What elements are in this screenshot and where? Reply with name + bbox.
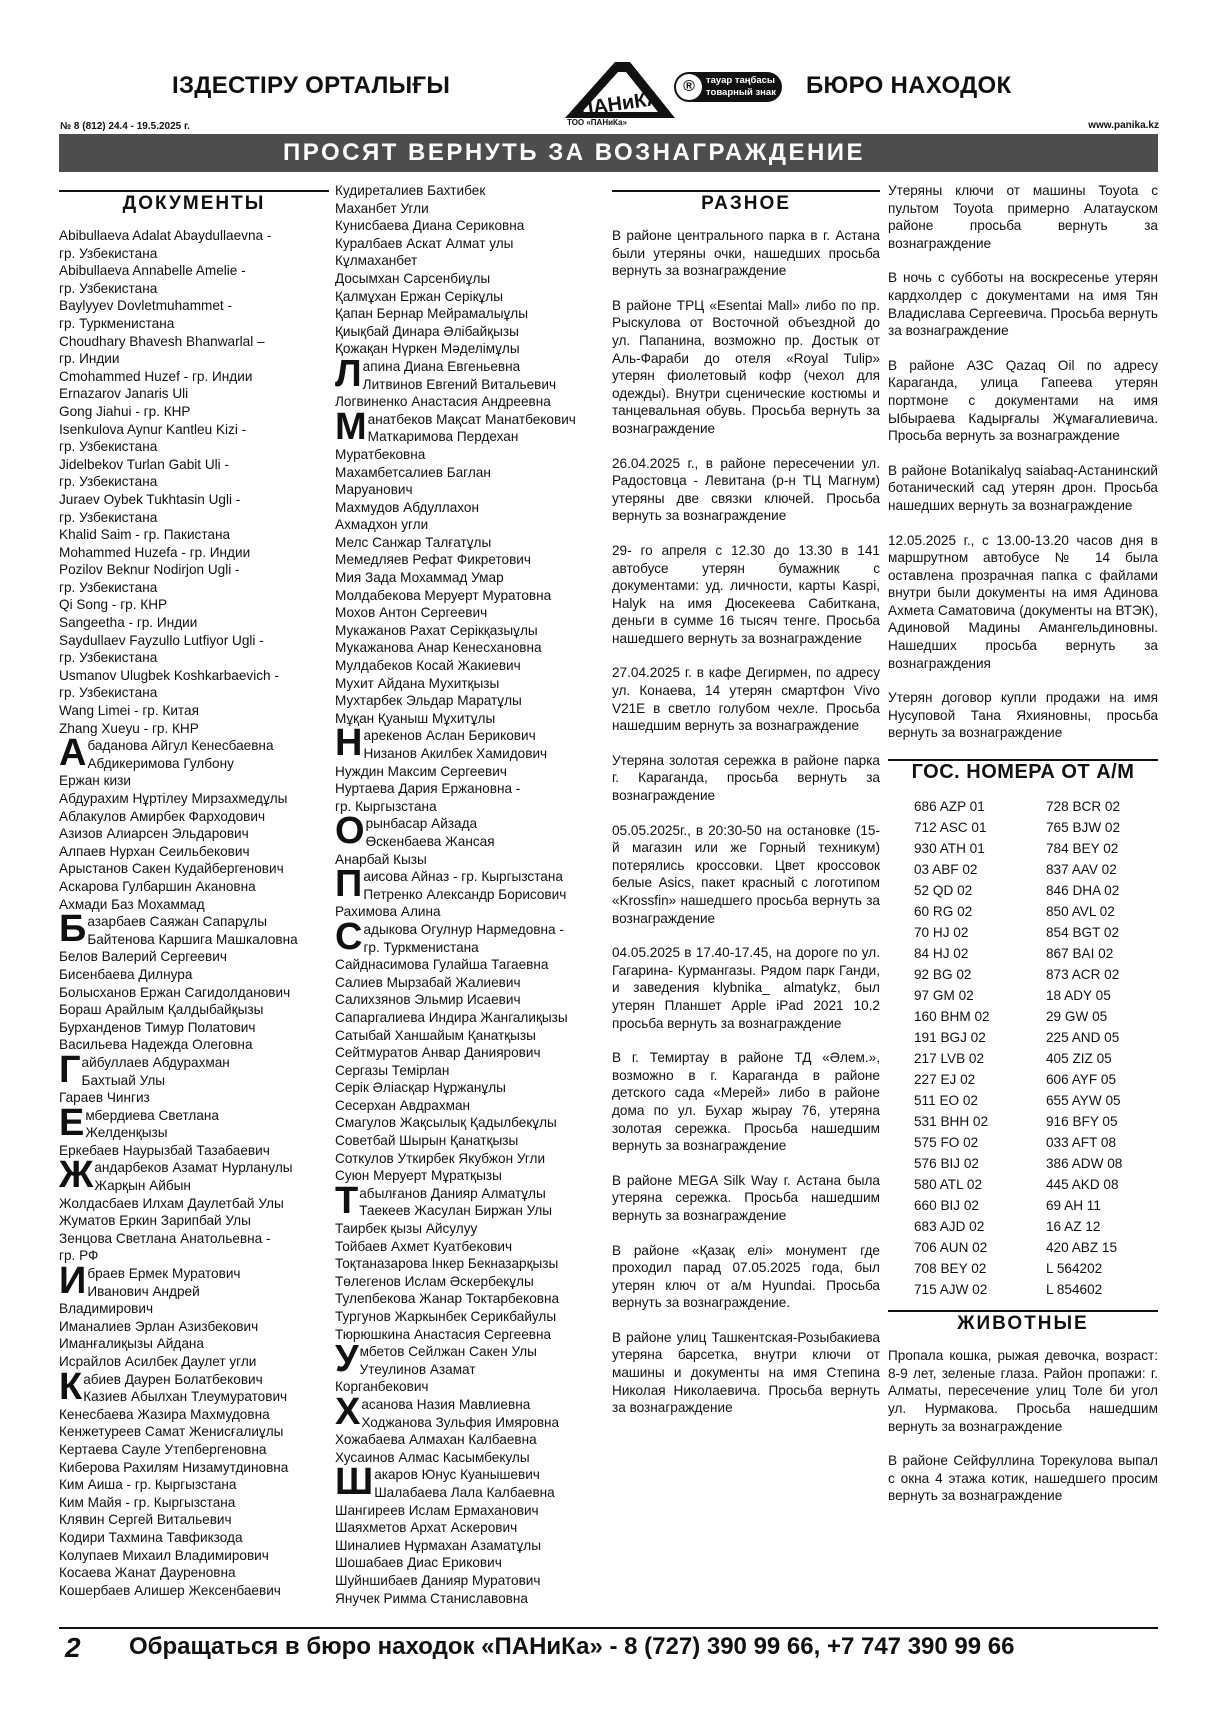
document-name-line: Мукажанов Рахат Серікқазыұлы	[335, 622, 538, 638]
document-name-line: Бурханденов Тимур Полатович	[59, 1019, 256, 1035]
document-name-line: Махамбетсалиев Баглан	[335, 464, 491, 480]
license-plate-right: 69 AH 11	[1046, 1197, 1101, 1213]
document-name-line: гр. Узбекистана	[59, 579, 158, 595]
misc-ads-list-2	[888, 182, 1158, 742]
drop-cap-letter: О	[335, 810, 365, 853]
document-name-line: Тюрюшкина Анастасия Сергеевна	[335, 1326, 552, 1342]
document-name-line: Шошабаев Диас Ерикович	[335, 1555, 502, 1571]
license-plate-right: 784 BEY 02	[1046, 841, 1119, 856]
footer-contact: Обращаться в бюро находок «ПАНиКа» - 8 (727) 390 99 66, +7 747 390 99 66	[129, 1633, 1015, 1660]
document-name-line: мбетов Сейлжан Сакен Улы	[359, 1344, 537, 1360]
lost-item-ad: В районе центрального парка в г. Астана были утеряны очки, нашедших просьба вернуть за вознаграждение	[612, 228, 880, 279]
document-name-line: Тургунов Жаркынбек Серикбайулы	[335, 1309, 557, 1324]
document-name-line: Салихзянов Эльмир Исаевич	[335, 992, 521, 1008]
documents-continued-list	[335, 182, 600, 358]
document-name-line: гр. Узбекистана	[59, 439, 158, 455]
document-name-line: анатбеков Мақсат Манатбекович	[367, 411, 576, 427]
license-plate-right: 854 BGT 02	[1046, 924, 1120, 940]
document-name-line: Pozilov Beknur Nodirjon Ugli -	[59, 562, 240, 578]
document-name-line: Серік Әліасқар Нұржанұлы	[335, 1080, 506, 1096]
drop-cap-letter: Л	[335, 352, 362, 395]
letter-group	[335, 863, 600, 906]
document-name-line: Abibullaeva Adalat Abaydullaevna -	[59, 228, 272, 243]
license-plate-right: 728 BCR 02	[1046, 799, 1121, 815]
license-plate-left: 511 EO 02	[914, 1092, 978, 1108]
document-name-line: Қиықбай Динара Әлібайқызы	[335, 323, 519, 339]
document-name-line: Қожақан Нүркен Мәделімұлы	[335, 341, 520, 357]
lost-item-ad: Пропала кошка, рыжая девочка, возраст: 8-9 лет, зеленые глаза. Район пропажи: г. Алматы, пересечение улиц Толе би угол ул. Нурмакова. Просьба нашедшим вернуть за вознаграждение	[888, 1348, 1158, 1434]
document-name-line: Петренко Александр Борисович	[363, 886, 567, 902]
document-name-line: гр. Туркменистана	[59, 315, 175, 331]
license-plate-left: 531 BHH 02	[914, 1113, 989, 1129]
document-name-line: Қапан Бернар Мейрамалыұлы	[335, 306, 528, 322]
drop-cap-letter: У	[335, 1338, 359, 1381]
license-plate-left: 576 BIJ 02	[914, 1155, 979, 1171]
lost-item-ad: В районе Сейфуллина Торекулова выпал с окна 4 этажа котик, нашедшего просим вернуть за вознаграждение	[888, 1453, 1158, 1504]
document-name-line: Махмудов Абдуллахон	[335, 499, 479, 515]
document-name-line: Желденқызы	[85, 1125, 168, 1141]
license-plate-right: 765 BJW 02	[1046, 820, 1121, 836]
license-plate-left: 60 RG 02	[914, 903, 973, 919]
letter-group	[335, 810, 600, 853]
document-name-line: Тулепбекова Жанар Токтарбековна	[335, 1291, 560, 1307]
document-name-line: Isenkulova Aynur Kantleu Kizi -	[59, 421, 247, 437]
plates-grid	[888, 798, 1158, 1298]
document-name-line: Mohammed Huzefa - гр. Индии	[59, 544, 251, 560]
document-name-line: Кодири Тахмина Тавфикзода	[59, 1529, 243, 1545]
lost-item-ad: В районе ТРЦ «Esentai Mall» либо по пр. Рыскулова от Восточной объездной до ул. Папанина, возможно пр. Достык от Аль-Фараби до отеля «Royal Tulip» утерян фиолетовый кофр (чехол для одежды). Внутри сценические костюмы и танцевальная обувь. Просьба вернуть за вознаграждение	[612, 297, 880, 436]
document-name-line: Baylyyev Dovletmuhammet -	[59, 298, 232, 314]
document-name-line: Таекеев Жасулан Биржан Улы	[359, 1203, 553, 1219]
drop-cap-letter: Н	[335, 722, 363, 765]
animals-ads-list	[888, 1347, 1158, 1505]
license-plate-right: 405 ZIZ 05	[1046, 1050, 1112, 1066]
document-name-line: баданова Айгул Кенесбаевна	[87, 738, 274, 754]
letter-group	[59, 908, 329, 951]
document-name-line: Нуждин Максим Сергеевич	[335, 763, 507, 779]
document-name-line: Өскенбаева Жансая	[365, 833, 495, 849]
registered-icon: ®	[676, 74, 702, 100]
document-name-line: Ким Майя - гр. Кыргызстана	[59, 1494, 236, 1510]
document-name-line: Кертаева Сауле Утепбергеновна	[59, 1441, 267, 1457]
document-name-line: Khalid Saim - гр. Пакистана	[59, 527, 231, 543]
document-name-line: Жарқын Айбын	[94, 1178, 191, 1194]
documents-column-2	[335, 182, 600, 1607]
license-plate-right: 916 BFY 05	[1046, 1113, 1118, 1129]
drop-cap-letter: Б	[59, 908, 87, 951]
drop-cap-letter: Ш	[335, 1461, 374, 1504]
document-name-line: Маруанович	[335, 482, 413, 498]
letter-group	[335, 1179, 600, 1222]
document-name-line: Бораш Арайлым Қалдыбайқызы	[59, 1002, 264, 1018]
letter-group	[335, 915, 600, 958]
drop-cap-letter: К	[59, 1365, 83, 1408]
license-plate-left: 712 ASC 01	[914, 820, 987, 836]
logo-caption: ТОО «ПАНиКа»	[567, 118, 627, 127]
document-name-line: Төлегенов Ислам Әскербекұлы	[335, 1273, 534, 1289]
letter-group	[59, 1101, 329, 1144]
license-plate-right: 18 ADY 05	[1046, 987, 1111, 1003]
document-name-line: Мелс Санжар Талғатұлы	[335, 534, 492, 550]
document-name-line: Арыстанов Сакен Кудайбергенович	[59, 861, 284, 877]
license-plate-left: 683 AJD 02	[914, 1218, 985, 1234]
documents-cyrillic-list	[59, 732, 329, 1599]
document-name-line: Мия Зада Мохаммад Умар	[335, 570, 504, 586]
license-plate-left: 84 HJ 02	[914, 945, 969, 961]
document-name-line: гр. Узбекистана	[59, 245, 158, 261]
license-plate-left: 97 GM 02	[914, 987, 974, 1003]
document-name-line: Мукажанова Анар Кенесхановна	[335, 640, 542, 656]
document-name-line: Сатыбай Ханшайым Қанатқызы	[335, 1027, 536, 1043]
document-name-line: Ким Аиша - гр. Кыргызстана	[59, 1477, 237, 1493]
misc-ads-list	[612, 227, 880, 1417]
lost-item-ad: 26.04.2025 г., в районе пересечении ул. Радостовца - Левитана (р-н ТЦ Магнум) утеряны две связки ключей. Просьба вернуть за вознаграждение	[612, 455, 880, 524]
drop-cap-letter: Ж	[59, 1154, 94, 1197]
document-name-line: Гараев Чингиз	[59, 1090, 150, 1106]
license-plate-left: 227 EJ 02	[914, 1071, 976, 1087]
lost-item-ad: 29- го апреля с 12.30 до 13.30 в 141 автобусе утерян бумажник с документами: уд. личности, карты Kaspi, Halyk на имя Дюсекеева Сабиткана, деньги в сумме 16 тысяч тенге. Просьба нашедшего вернуть за вознаграждение	[612, 542, 880, 646]
document-name-line: Zhang Xueyu - гр. КНР	[59, 720, 199, 736]
document-name-line: Куралбаев Аскат Алмат улы	[335, 235, 514, 251]
license-plate-right: 837 AAV 02	[1046, 861, 1117, 877]
license-plate-left: 03 ABF 02	[914, 861, 978, 877]
document-name-line: Usmanov Ulugbek Koshkarbaevich -	[59, 667, 279, 683]
lost-item-ad: Утерян договор купли продажи на имя Нусуповой Тана Яхияновны, просьба вернуть за вознаграждение	[888, 690, 1158, 741]
letter-group	[335, 405, 600, 448]
license-plate-right: 850 AVL 02	[1046, 903, 1115, 919]
document-name-line: Соткулов Уткирбек Якубжон Угли	[335, 1150, 546, 1166]
document-name-line: Низанов Акилбек Хамидович	[363, 746, 548, 761]
lost-item-ad: В районе АЗС Qazaq Oil по адресу Караганда, улица Гапеева утерян портмоне с документами на имя Ыбыраева Кадырғалы Жұмағалиевича. Просьба вернуть за вознаграждение	[888, 357, 1158, 444]
document-name-line: Казиев Абылхан Тлеумуратович	[83, 1389, 288, 1405]
document-name-line: Sangeetha - гр. Индии	[59, 615, 198, 631]
letter-group	[59, 1154, 329, 1197]
lost-item-ad: 12.05.2025 г., с 13.00-13.20 часов дня в маршрутном автобусе № 14 была оставлена прозрачная папка с файлами внутри были документы на имя Адинова Ахмета Саматовича (документы на ВТЭК), Адиновой Мадины Амангельдиновны. Нашедших просьба вернуть за вознаграждения	[888, 532, 1158, 671]
document-name-line: Мемедляев Рефат Фикретович	[335, 552, 531, 568]
document-name-line: гр. Узбекистана	[59, 685, 158, 701]
drop-cap-letter: Г	[59, 1048, 81, 1091]
document-name-line: Тоқтаназарова Інкер Бекназарқызы	[335, 1256, 559, 1272]
lost-item-ad: В районе улиц Ташкентская-Розыбакиева утеряна барсетка, внутри ключи от машины и документы на имя Степина Николая Николаевича. Просьба вернуть за вознаграждение	[612, 1329, 880, 1416]
document-name-line: Шиналиев Нұрмахан Азаматұлы	[335, 1537, 541, 1553]
document-name-line: Jidelbekov Turlan Gabit Uli -	[59, 456, 229, 472]
document-name-line: Ахмадхон угли	[335, 517, 429, 533]
document-name-line: Смагулов Жақсылық Қадылбекұлы	[335, 1115, 557, 1131]
license-plate-left: 70 HJ 02	[914, 924, 969, 940]
license-plate-right: 846 DHA 02	[1046, 882, 1120, 898]
lost-item-ad: 27.04.2025 г. в кафе Дегирмен, по адресу ул. Конаева, 14 утерян смартфон Vivo V21E в светло голубом чехле. Просьба нашедшим вернуть за вознаграждение	[612, 665, 880, 734]
document-name-line: азарбаев Саяжан Сапарұлы	[87, 914, 268, 930]
license-plate-right: 386 ADW 08	[1046, 1155, 1123, 1171]
document-name-line: Абдурахим Нұртілеу Мирзахмедұлы	[59, 791, 288, 806]
document-name-line: Логвиненко Анастасия Андреевна	[335, 394, 551, 410]
lost-item-ad: Утеряны ключи от машины Toyota с пультом Toyota примерно Алатауском районе просьба вернуть за вознаграждение	[888, 183, 1158, 251]
document-name-line: абылғанов Данияр Алматұлы	[359, 1185, 546, 1201]
license-plate-left: 580 ATL 02	[914, 1176, 983, 1192]
letter-group	[335, 1390, 600, 1433]
document-name-line: Салиев Мырзабай Жалиевич	[335, 974, 521, 990]
document-name-line: гр. Индии	[59, 351, 120, 367]
document-name-line: Шангиреев Ислам Ермаханович	[335, 1502, 539, 1518]
document-name-line: Колупаев Михаил Владимирович	[59, 1547, 269, 1563]
trademark-line-kz: тауар таңбасы	[706, 75, 776, 86]
document-name-line: андарбеков Азамат Нурланулы	[94, 1160, 293, 1176]
issue-info: № 8 (812) 24.4 - 19.5.2025 г.	[60, 121, 190, 132]
license-plate-right: 033 AFT 08	[1046, 1134, 1117, 1150]
document-name-line: Ахмади Баз Мохаммад	[59, 896, 205, 912]
plates-heading: ГОС. НОМЕРА ОТ А/М	[888, 759, 1158, 792]
document-name-line: Белов Валерий Сергеевич	[59, 949, 227, 965]
document-name-line: Ernazarov Janaris Uli	[59, 386, 189, 402]
license-plate-right: 606 AYF 05	[1046, 1071, 1117, 1087]
document-name-line: Маткаримова Пердехан	[367, 429, 519, 445]
letter-group	[335, 1461, 600, 1504]
document-name-line: Советбай Шырын Қанатқызы	[335, 1133, 519, 1149]
logo-text: ПАНиКА	[577, 87, 663, 121]
license-plate-left: 660 BIJ 02	[914, 1197, 979, 1213]
document-name-line: акаров Юнус Куанышевич	[374, 1467, 540, 1483]
document-name-line: гр. Узбекистана	[59, 509, 158, 525]
license-plate-right: L 564202	[1046, 1260, 1103, 1276]
document-name-line: Азизов Алиарсен Эльдарович	[59, 826, 249, 842]
document-name-line: гр. Кыргызстана	[335, 798, 437, 814]
document-name-line: Исрайлов Асилбек Даулет угли	[59, 1354, 257, 1369]
document-name-line: Утеулинов Азамат	[359, 1361, 476, 1377]
document-name-line: Рахимова Алина	[335, 904, 441, 920]
document-name-line: Корганбекович	[335, 1379, 429, 1395]
document-name-line: Сейтмуратов Анвар Даниярович	[335, 1045, 541, 1061]
drop-cap-letter: М	[335, 405, 367, 448]
license-plate-right: 445 AKD 08	[1046, 1176, 1119, 1192]
lost-item-ad: 05.05.2025г., в 20:30-50 на остановке (15-й магазин или же Горный техникум) потерялись кроссовки. Цвет кроссовок белые Asics, пакет красный с логотипом «Krossfin» нашедшего просьба вернуть за вознаграждение	[612, 822, 880, 926]
document-name-line: асанова Назия Мавлиевна	[361, 1396, 531, 1412]
misc-heading: РАЗНОЕ	[612, 190, 880, 223]
document-name-line: арекенов Аслан Берикович	[363, 728, 536, 744]
document-name-line: аисова Айназ - гр. Кыргызстана	[363, 869, 563, 885]
document-name-line: Таирбек қызы Айсулуу	[335, 1221, 478, 1237]
document-name-line: Нуртаева Дария Ержановна -	[335, 781, 521, 797]
license-plate-left: 92 BG 02	[914, 966, 972, 982]
document-name-line: браев Ермек Муратович	[87, 1266, 241, 1282]
document-name-line: Владимирович	[59, 1301, 154, 1317]
document-name-line: Кунисбаева Диана Сериковна	[335, 218, 525, 234]
page-number: 2	[65, 1632, 81, 1663]
misc-plates-animals-column	[888, 182, 1158, 1522]
document-name-line: Кошербаев Алишер Жексенбаевич	[59, 1582, 281, 1598]
document-name-line: Мұқан Қуаныш Мұхитұлы	[335, 710, 496, 726]
document-name-line: Saydullaev Fayzullo Lutfiyor Ugli -	[59, 632, 264, 648]
document-name-line: Молдабекова Меруерт Муратовна	[335, 587, 552, 603]
lost-item-ad: 04.05.2025 в 17.40-17.45, на дороге по ул. Гагарина- Курмангазы. Рядом парк Ганди, и заведения klybnika_ almatykz, был утерян Планшет Apple iPad 2021 10.2 просьба вернуть за вознаграждение	[612, 945, 880, 1031]
document-name-line: Еркебаев Наурызбай Тазабаевич	[59, 1142, 270, 1158]
document-name-line: Кудиреталиев Бахтибек	[335, 183, 486, 198]
misc-column	[612, 190, 880, 1434]
document-name-line: апина Диана Евгеньевна	[362, 358, 521, 374]
document-name-line: Хожабаева Алмахан Калбаевна	[335, 1432, 537, 1448]
document-name-line: Жолдасбаев Илхам Даулетбай Улы	[59, 1195, 284, 1211]
letter-group	[59, 1365, 329, 1408]
document-name-line: гр. Узбекистана	[59, 280, 158, 296]
document-name-line: Сесерхан Авдрахман	[335, 1097, 471, 1113]
document-name-line: Тойбаев Ахмет Куатбекович	[335, 1238, 513, 1254]
document-name-line: Ержан кизи	[59, 773, 131, 789]
documents-column-1	[59, 190, 329, 1599]
document-name-line: Ходжанова Зульфия Имяровна	[361, 1414, 560, 1430]
document-name-line: абиев Даурен Болатбекович	[83, 1371, 263, 1387]
document-name-line: Gong Jiahui - гр. КНР	[59, 403, 191, 419]
lost-item-ad: В районе Botanikalyq saiabaq-Астанинский ботанический сад утерян дрон. Просьба нашедших вернуть за вознаграждение	[888, 462, 1158, 513]
letter-group	[335, 722, 600, 765]
document-name-line: Juraev Oybek Tukhtasin Ugli -	[59, 491, 241, 507]
document-name-line: Мохов Антон Сергеевич	[335, 605, 488, 621]
document-name-line: Иманғалиқызы Айдана	[59, 1336, 204, 1352]
document-name-line: Мухит Айдана Мухитқызы	[335, 675, 500, 691]
documents-cyrillic-list-2	[335, 352, 600, 1607]
license-plate-right: 225 AND 05	[1046, 1029, 1120, 1045]
license-plate-right: 16 AZ 12	[1046, 1218, 1101, 1234]
document-name-line: Анарбай Кызы	[335, 851, 427, 867]
document-name-line: Косаева Жанат Дауреновна	[59, 1565, 236, 1581]
document-name-line: Янучек Римма Станиславовна	[335, 1590, 528, 1606]
document-name-line: Абдикеримова Гулбону	[87, 755, 234, 771]
document-name-line: Abibullaeva Annabelle Amelie -	[59, 263, 246, 279]
license-plate-left: 191 BGJ 02	[914, 1029, 986, 1045]
license-plate-left: 715 AJW 02	[914, 1281, 988, 1297]
letter-group	[59, 1260, 329, 1303]
document-name-line: Қалмұхан Ержан Серікұлы	[335, 288, 504, 304]
document-name-line: Кенжетуреев Самат Женисғалиұлы	[59, 1424, 284, 1440]
animals-heading: ЖИВОТНЫЕ	[888, 1310, 1158, 1343]
letter-group	[59, 1048, 329, 1091]
document-name-line: Литвинов Евгений Витальевич	[362, 376, 557, 392]
license-plate-right: 867 BAI 02	[1046, 945, 1114, 961]
document-name-line: Муратбековна	[335, 446, 426, 462]
license-plate-left: 706 AUN 02	[914, 1239, 988, 1255]
document-name-line: Бисенбаева Дилнура	[59, 966, 193, 982]
document-name-line: Шалабаева Лала Калбаевна	[374, 1484, 555, 1500]
document-name-line: Клявин Сергей Витальевич	[59, 1512, 232, 1528]
document-name-line: Шуйншибаев Данияр Муратович	[335, 1572, 541, 1588]
page-banner	[59, 134, 1158, 172]
license-plate-right: 655 AYW 05	[1046, 1092, 1121, 1108]
document-name-line: Шаяхметов Архат Аскерович	[335, 1520, 518, 1536]
license-plate-left: 160 BHM 02	[914, 1008, 990, 1024]
drop-cap-letter: И	[59, 1260, 87, 1303]
license-plate-left: 217 LVB 02	[914, 1050, 985, 1066]
document-name-line: Маханбет Угли	[335, 200, 429, 216]
license-plate-left: 52 QD 02	[914, 882, 973, 898]
header-right-title: БЮРО НАХОДОК	[806, 72, 1012, 99]
letter-group	[59, 732, 329, 775]
website-link[interactable]: www.panika.kz	[1088, 120, 1159, 131]
license-plate-left: 686 AZP 01	[914, 799, 985, 815]
document-name-line: Wang Limei - гр. Китая	[59, 703, 199, 719]
lost-item-ad: В районе «Қазақ елі» монумент где проходил парад 07.05.2025 года, был утерян ключ от а/м Hyundai. Просьба вернуть за вознаграждение.	[612, 1242, 880, 1311]
lost-item-ad: Утеряна золотая сережка в районе парка г. Караганда, просьба вернуть за вознаграждение	[612, 752, 880, 804]
document-name-line: Аскарова Гулбаршин Акановна	[59, 878, 256, 894]
drop-cap-letter: Е	[59, 1101, 85, 1144]
drop-cap-letter: Х	[335, 1390, 361, 1433]
document-name-line: гр. Узбекистана	[59, 474, 158, 490]
letter-group	[335, 352, 600, 395]
lost-item-ad: В районе MEGA Silk Way г. Астана была утеряна сережка. Просьба нашедшим вернуть за вознаграждение	[612, 1172, 880, 1223]
license-plate-left: 575 FO 02	[914, 1134, 979, 1150]
letter-group	[335, 1338, 600, 1381]
license-plate-right: 420 ABZ 15	[1046, 1239, 1118, 1255]
footer-divider	[59, 1627, 1158, 1629]
document-name-line: Сайднасимова Гулайша Тагаевна	[335, 957, 549, 973]
document-name-line: Киберова Рахилям Низамутдиновна	[59, 1459, 289, 1475]
document-name-line: Кұлмаханбет	[335, 253, 418, 269]
drop-cap-letter: Т	[335, 1179, 359, 1222]
drop-cap-letter: А	[59, 732, 87, 775]
document-name-line: рынбасар Айзада	[365, 816, 478, 832]
document-name-line: Досымхан Сарсенбиұлы	[335, 270, 491, 286]
document-name-line: гр. Туркменистана	[363, 939, 479, 955]
document-name-line: Болысханов Ержан Сагидолданович	[59, 984, 291, 1000]
drop-cap-letter: П	[335, 863, 363, 906]
document-name-line: Сергазы Темірлан	[335, 1062, 450, 1078]
document-name-line: Мулдабеков Косай Жакиевич	[335, 658, 521, 674]
document-name-line: Хусаинов Алмас Касымбекулы	[335, 1449, 530, 1465]
license-plate-left: 708 BEY 02	[914, 1260, 987, 1276]
documents-heading: ДОКУМЕНТЫ	[59, 190, 329, 223]
documents-foreign-list	[59, 227, 329, 737]
document-name-line: Choudhary Bhavesh Bhanwarlal –	[59, 333, 265, 349]
drop-cap-letter: С	[335, 915, 363, 958]
document-name-line: Qi Song - гр. КНР	[59, 597, 168, 613]
lost-item-ad: В г. Темиртау в районе ТД «Әлем.», возможно в г. Караганда в районе детского сада «Мерей» либо в районе дома по ул. Бухар жырау 76, утеряна золотая сережка. Просьба нашедшим вернуть за вознаграждение	[612, 1050, 880, 1154]
document-name-line: Жуматов Еркин Зарипбай Улы	[59, 1213, 251, 1229]
document-name-line: Алпаев Нурхан Сеильбекович	[59, 843, 250, 859]
trademark-line-ru: товарный знак	[706, 87, 776, 98]
trademark-badge	[674, 72, 782, 102]
document-name-line: гр. РФ	[59, 1248, 99, 1264]
document-name-line: Мухтарбек Эльдар Маратұлы	[335, 693, 522, 709]
document-name-line: Васильева Надежда Олеговна	[59, 1037, 253, 1053]
license-plate-right: 29 GW 05	[1046, 1008, 1108, 1024]
document-name-line: мбердиева Светлана	[85, 1107, 219, 1123]
document-name-line: Байтенова Каршига Машкаловна	[87, 931, 298, 947]
document-name-line: Кенесбаева Жазира Махмудовна	[59, 1406, 270, 1422]
lost-item-ad: В ночь с субботы на воскресенье утерян кардхолдер с документами на имя Тян Владислава Сергеевича. Просьба вернуть за вознаграждение	[888, 270, 1158, 339]
document-name-line: Бахтыай Улы	[81, 1072, 166, 1088]
license-plate-left: 930 ATH 01	[914, 841, 985, 856]
document-name-line: адыкова Огулнур Нармедовна -	[363, 921, 564, 937]
document-name-line: Иванович Андрей	[87, 1283, 200, 1299]
document-name-line: Зенцова Светлана Анатольевна -	[59, 1230, 271, 1246]
document-name-line: Иманалиев Эрлан Азизбекович	[59, 1318, 259, 1334]
banner-title: ПРОСЯТ ВЕРНУТЬ ЗА ВОЗНАГРАЖДЕНИЕ	[283, 139, 866, 166]
document-name-line: Cmohammed Huzef - гр. Индии	[59, 368, 253, 384]
document-name-line: Аблакулов Амирбек Фарходович	[59, 808, 266, 824]
document-name-line: Суюн Меруерт Мұратқызы	[335, 1168, 502, 1184]
document-name-line: айбуллаев Абдурахман	[81, 1054, 230, 1070]
header-left-title: ІЗДЕСТІРУ ОРТАЛЫҒЫ	[172, 72, 451, 99]
document-name-line: гр. Узбекистана	[59, 650, 158, 666]
license-plate-right: L 854602	[1046, 1281, 1103, 1297]
document-name-line: Сапаргалиева Индира Жангалиқызы	[335, 1009, 568, 1025]
license-plate-right: 873 ACR 02	[1046, 966, 1120, 982]
